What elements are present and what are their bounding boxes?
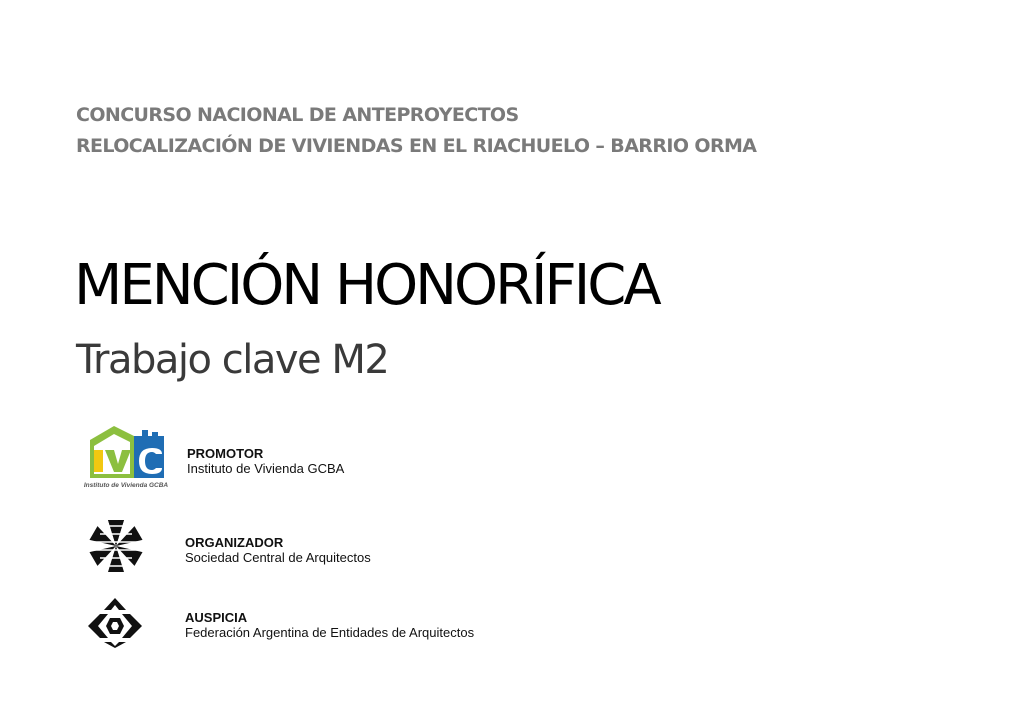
sca-logo-icon — [86, 516, 146, 581]
ivc-logo-caption: Instituto de Vivienda GCBA — [83, 482, 169, 489]
sponsor-role: ORGANIZADOR — [185, 535, 284, 550]
sponsor-name: Federación Argentina de Entidades de Arquitectos — [185, 625, 475, 640]
contest-header-line-2: RELOCALIZACIÓN DE VIVIENDAS EN EL RIACHUELO – BARRIO ORMA — [76, 135, 757, 157]
sponsor-role: PROMOTOR — [187, 446, 264, 461]
page-title: MENCIÓN HONORÍFICA — [74, 253, 659, 318]
fadea-logo-icon — [86, 596, 144, 653]
sponsor-name: Sociedad Central de Arquitectos — [185, 550, 371, 565]
sponsor-name: Instituto de Vivienda GCBA — [187, 461, 345, 476]
ivc-logo-icon — [80, 422, 172, 499]
contest-header — [76, 100, 756, 162]
sponsor-role: AUSPICIA — [185, 610, 248, 625]
contest-header-line-1: CONCURSO NACIONAL DE ANTEPROYECTOS — [76, 104, 519, 126]
page-subtitle: Trabajo clave M2 — [76, 337, 389, 383]
